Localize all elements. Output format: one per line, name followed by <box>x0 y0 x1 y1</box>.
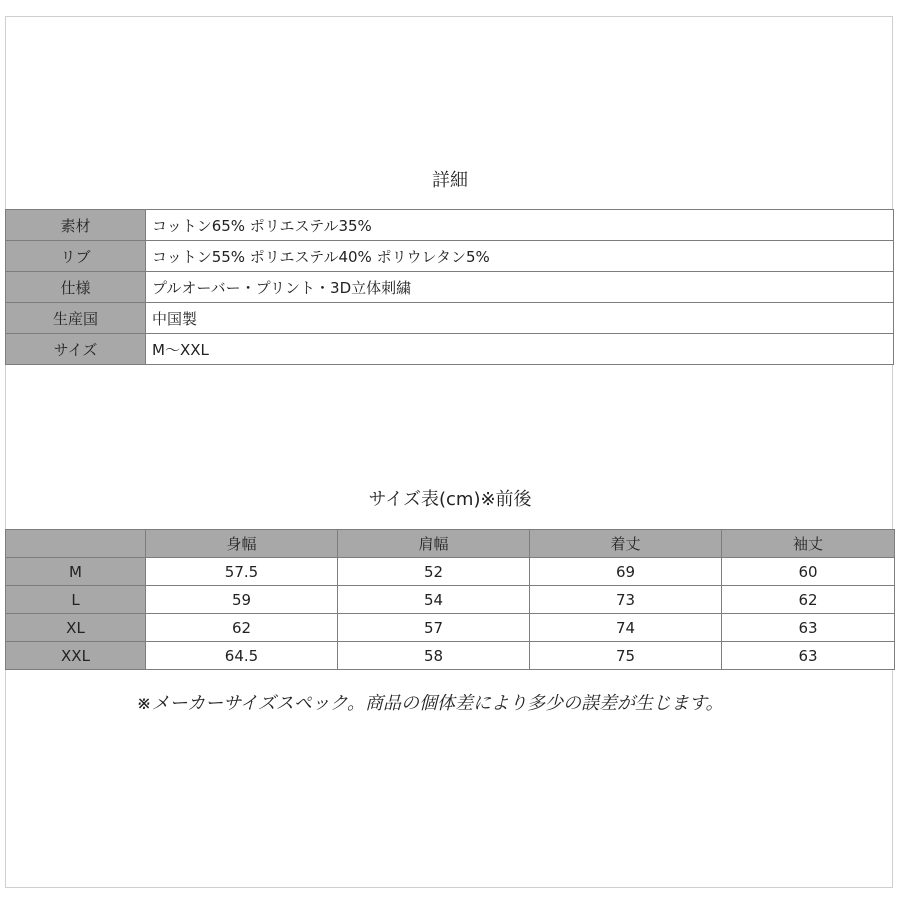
size-label: L <box>6 586 146 614</box>
details-value: コットン65% ポリエステル35% <box>146 210 894 241</box>
size-cell: 60 <box>722 558 895 586</box>
details-row-rib <box>6 241 894 272</box>
size-row <box>6 614 895 642</box>
size-cell: 58 <box>338 642 530 670</box>
size-disclaimer-note: ※メーカーサイズスペック。商品の個体差により多少の誤差が生じます。 <box>136 693 724 714</box>
size-cell: 57.5 <box>146 558 338 586</box>
details-row-size <box>6 334 894 365</box>
details-value: 中国製 <box>146 303 894 334</box>
size-label: XXL <box>6 642 146 670</box>
details-value: M〜XXL <box>146 334 894 365</box>
size-cell: 57 <box>338 614 530 642</box>
size-label: M <box>6 558 146 586</box>
details-title: 詳細 <box>432 170 468 191</box>
details-label: 仕様 <box>6 272 146 303</box>
details-row-material <box>6 210 894 241</box>
size-chart-table <box>5 529 895 670</box>
size-header-cell: 袖丈 <box>722 530 895 558</box>
size-cell: 73 <box>530 586 722 614</box>
size-chart-title: サイズ表(cm)※前後 <box>368 489 532 510</box>
size-cell: 52 <box>338 558 530 586</box>
details-table <box>5 209 894 365</box>
size-cell: 63 <box>722 614 895 642</box>
size-cell: 63 <box>722 642 895 670</box>
size-cell: 62 <box>146 614 338 642</box>
details-label: リブ <box>6 241 146 272</box>
size-cell: 54 <box>338 586 530 614</box>
details-value: プルオーバー・プリント・3D立体刺繍 <box>146 272 894 303</box>
size-header-cell <box>6 530 146 558</box>
size-cell: 69 <box>530 558 722 586</box>
page-frame <box>5 16 893 888</box>
size-cell: 64.5 <box>146 642 338 670</box>
size-row <box>6 558 895 586</box>
size-header-cell: 着丈 <box>530 530 722 558</box>
size-cell: 59 <box>146 586 338 614</box>
size-row <box>6 586 895 614</box>
details-label: 生産国 <box>6 303 146 334</box>
details-label: 素材 <box>6 210 146 241</box>
size-header-cell: 身幅 <box>146 530 338 558</box>
size-header-cell: 肩幅 <box>338 530 530 558</box>
size-cell: 74 <box>530 614 722 642</box>
details-row-origin <box>6 303 894 334</box>
size-header-row <box>6 530 895 558</box>
details-label: サイズ <box>6 334 146 365</box>
details-value: コットン55% ポリエステル40% ポリウレタン5% <box>146 241 894 272</box>
size-row <box>6 642 895 670</box>
size-cell: 75 <box>530 642 722 670</box>
size-cell: 62 <box>722 586 895 614</box>
size-label: XL <box>6 614 146 642</box>
details-row-spec <box>6 272 894 303</box>
